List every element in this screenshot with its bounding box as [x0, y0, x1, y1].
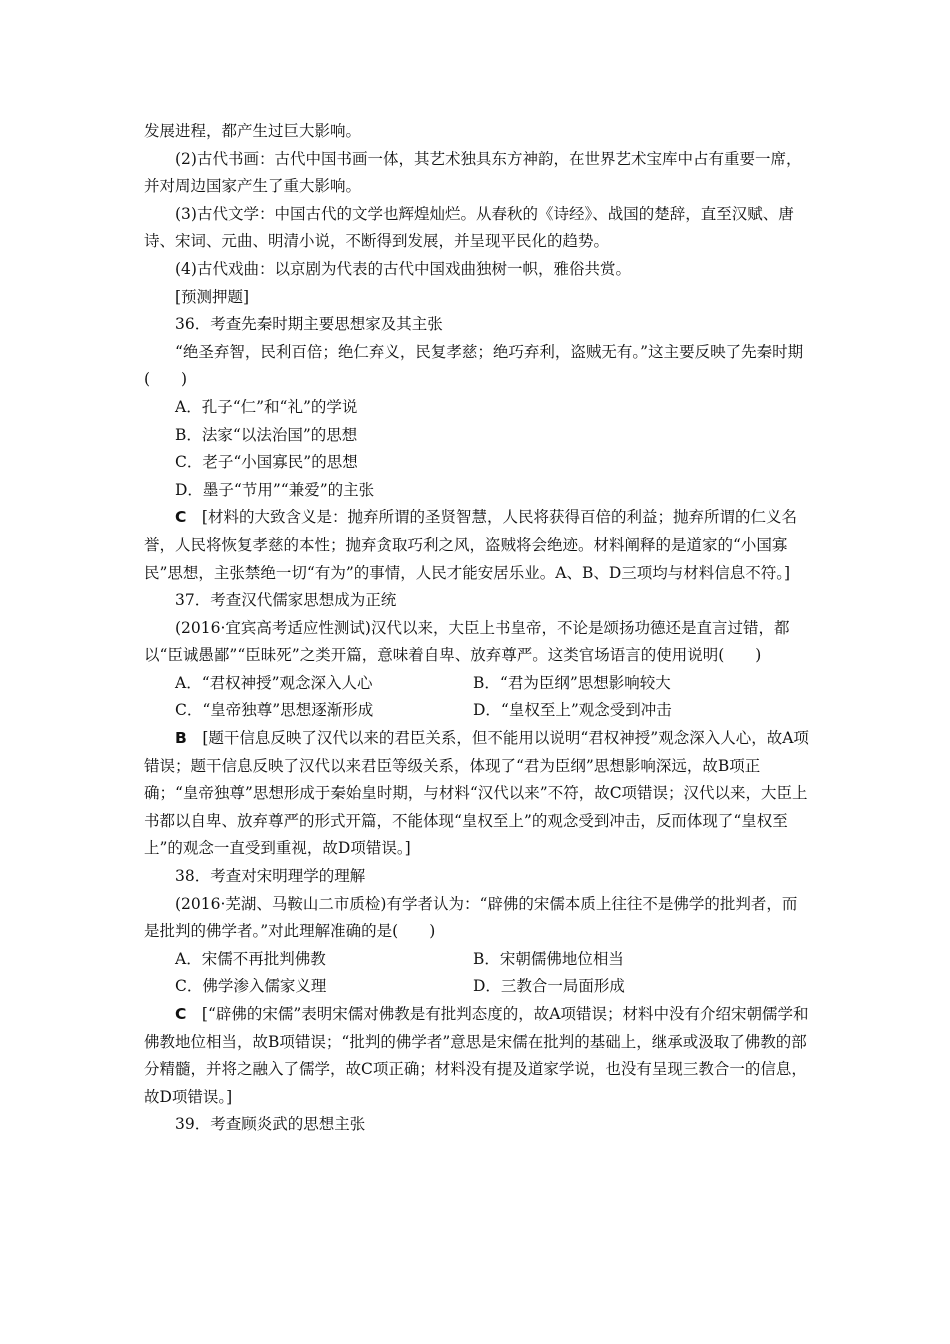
paragraph: (2)古代书画：古代中国书画一体，其艺术独具东方神韵，在世界艺术宝库中占有重要一席，并对周边国家产生了重大影响。 — [144, 149, 802, 196]
text-line: A．孔子“仁”和“礼”的学说 — [175, 397, 358, 416]
paragraph: “绝圣弃智，民利百倍；绝仁弃义，民复孝慈；绝巧弃利，盗贼无有。”这主要反映了先秦时期( ) — [144, 342, 804, 389]
text-line: 39．考查顾炎武的思想主张 — [175, 1115, 366, 1134]
answer-explanation — [144, 725, 810, 863]
text-line: 36．考查先秦时期主要思想家及其主张 — [175, 315, 443, 334]
document-body — [144, 118, 810, 1139]
option-row — [144, 946, 810, 974]
text-line: 37．考查汉代儒家思想成为正统 — [175, 591, 397, 610]
option: A．“君权神授”观念深入人心 — [175, 673, 373, 692]
option-row — [144, 670, 810, 698]
option: C．佛学渗入儒家义理 — [175, 977, 327, 996]
option-row — [144, 973, 810, 1001]
answer-text: [材料的大致含义是：抛弃所谓的圣贤智慧，人民将获得百倍的利益；抛弃所谓的仁义名誉，人民将恢复孝慈的本性；抛弃贪取巧利之风，盗贼将会绝迹。材料阐释的是道家的“小国寡民”思想，主张禁绝一切“有为”的事情，人民才能安居乐业。A、B、D三项均与材料信息不符。] — [144, 508, 797, 582]
paragraph: (2016·宜宾高考适应性测试)汉代以来，大臣上书皇帝，不论是颂扬功德还是直言过错，都以“臣诚愚鄙”“臣昧死”之类开篇，意味着自卑、放弃尊严。这类官场语言的使用说明( ) — [144, 618, 790, 665]
option: C．“皇帝独尊”思想逐渐形成 — [175, 701, 374, 720]
text-line: D．墨子“节用”“兼爱”的主张 — [175, 480, 375, 499]
paragraph: (4)古代戏曲：以京剧为代表的古代中国戏曲独树一帜，雅俗共赏。 — [175, 259, 631, 278]
text-line: [预测押题] — [175, 287, 250, 306]
paragraph: 发展进程，都产生过巨大影响。 — [144, 122, 362, 140]
option: A．宋儒不再批判佛教 — [175, 949, 326, 968]
answer-letter: C — [175, 1005, 187, 1023]
answer-text: [题干信息反映了汉代以来的君臣关系，但不能用以说明“君权神授”观念深入人心，故A项错误；题干信息反映了汉代以来君臣等级关系，体现了“君为臣纲”思想影响深远，故B项正确；“皇帝独尊”思想形成于秦始皇时期，与材料“汉代以来”不符，故C项错误；汉代以来，大臣上书都以自卑、放弃尊严的形式开篇，不能体现“皇权至上”的观念受到冲击，反而体现了“皇权至上”的观念一直受到重视，故D项错误。] — [144, 729, 809, 858]
paragraph: (3)古代文学：中国古代的文学也辉煌灿烂。从春秋的《诗经》、战国的楚辞，直至汉赋、唐诗、宋词、元曲、明清小说，不断得到发展，并呈现平民化的趋势。 — [144, 204, 794, 251]
option: D．三教合一局面形成 — [473, 977, 625, 996]
option: D．“皇权至上”观念受到冲击 — [473, 701, 672, 720]
text-line: C．老子“小国寡民”的思想 — [175, 453, 358, 472]
text-line: 38．考查对宋明理学的理解 — [175, 867, 366, 886]
answer-letter: B — [175, 729, 187, 748]
option: B．宋朝儒佛地位相当 — [473, 949, 624, 968]
text-line: B．法家“以法治国”的思想 — [175, 425, 358, 444]
paragraph: (2016·芜湖、马鞍山二市质检)有学者认为：“辟佛的宋儒本质上往往不是佛学的批判者，而是批判的佛学者。”对此理解准确的是( ) — [144, 894, 798, 941]
option-row — [144, 697, 810, 725]
answer-explanation — [144, 1001, 810, 1111]
answer-letter: C — [175, 508, 187, 527]
option: B．“君为臣纲”思想影响较大 — [473, 673, 671, 692]
answer-text: [“辟佛的宋儒”表明宋儒对佛教是有批判态度的，故A项错误；材料中没有介绍宋朝儒学和佛教地位相当，故B项错误；“批判的佛学者”意思是宋儒在批判的基础上，继承或汲取了佛教的部分精髓，并将之融入了儒学，故C项正确；材料没有提及道家学说，也没有呈现三教合一的信息，故D项错误。] — [144, 1005, 809, 1106]
answer-explanation — [144, 504, 810, 587]
